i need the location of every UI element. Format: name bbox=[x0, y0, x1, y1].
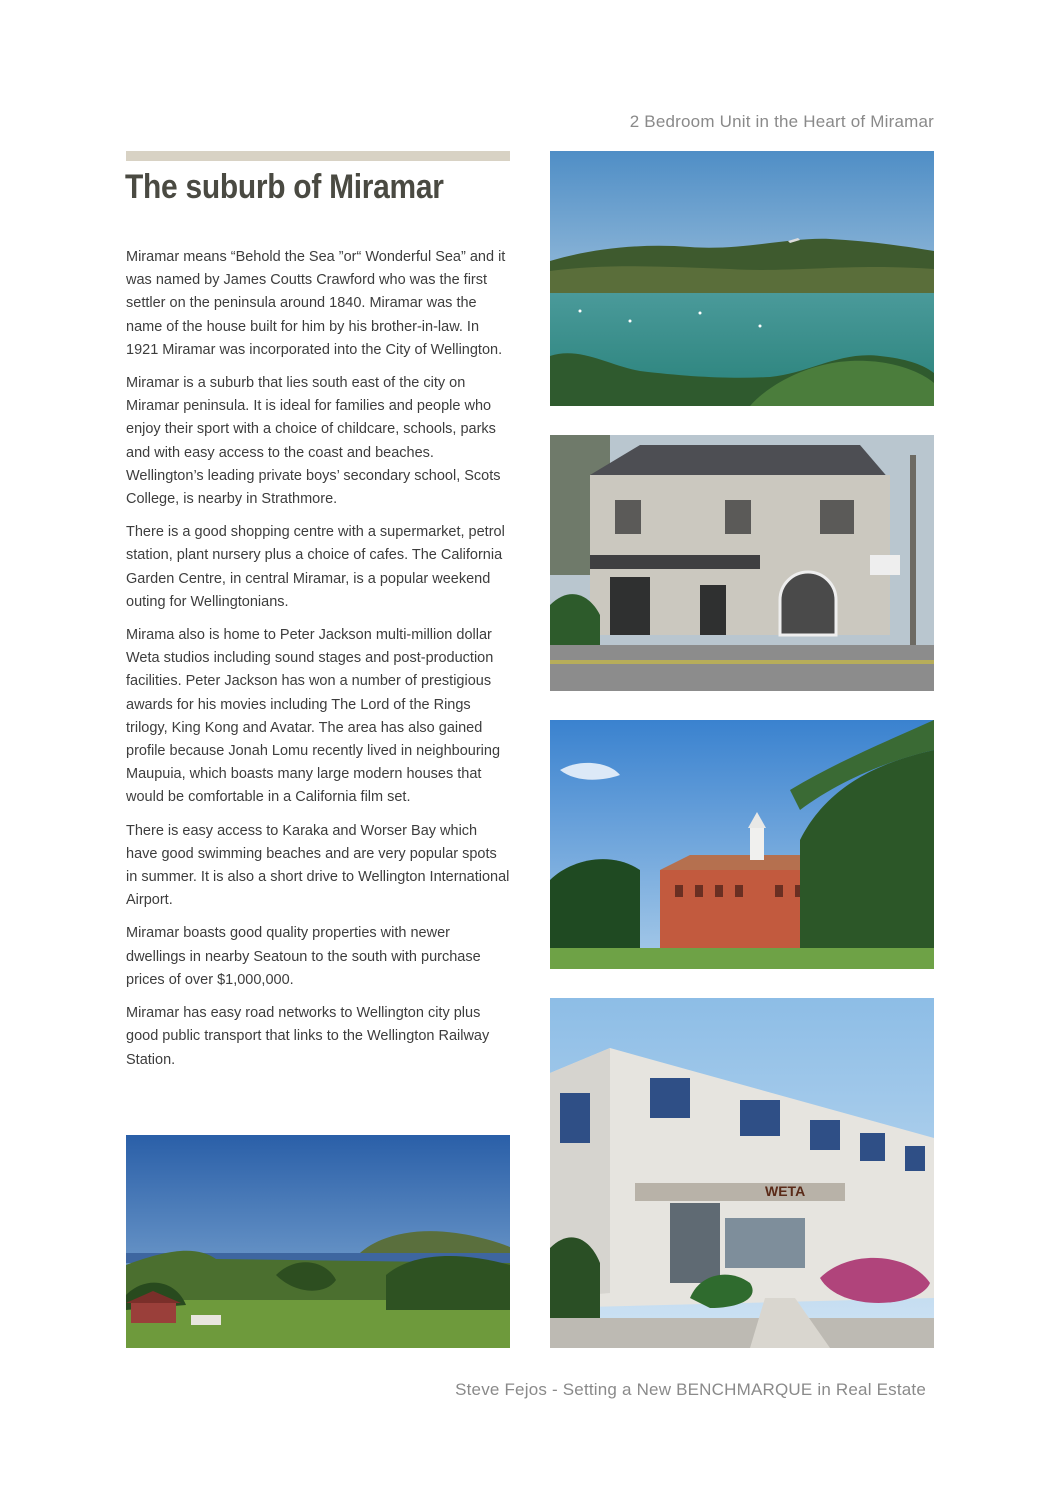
photo-harbour bbox=[550, 151, 934, 406]
paragraph: There is easy access to Karaka and Worser Bay which have good swimming beaches and are very popular spots in summer. It is also a short drive to Wellington International Airport. bbox=[126, 822, 510, 909]
footer-tagline: Steve Fejos - Setting a New BENCHMARQUE in Real Estate bbox=[455, 1380, 926, 1399]
paragraph: Miramar means “Behold the Sea ”or“ Wonderful Sea” and it was named by James Coutts Crawford who was the first settler on the peninsula around 1840. Miramar was the name of the house built for him by his brother-in-law. In 1921 Miramar was incorporated into the City of Wellington. bbox=[126, 249, 506, 358]
paragraph: Miramar boasts good quality properties with newer dwellings in nearby Seatoun to the south with purchase prices of over $1,000,000. bbox=[126, 925, 481, 988]
weta-sign-text: WETA bbox=[765, 1183, 806, 1199]
photo-weta-studio bbox=[550, 998, 934, 1348]
page-title: The suburb of Miramar bbox=[125, 168, 444, 206]
title-rule bbox=[126, 151, 510, 161]
paragraph: There is a good shopping centre with a supermarket, petrol station, plant nursery plus a choice of cafes. The California Garden Centre, in central Miramar, is a popular weekend outing for Wellingtonians. bbox=[126, 524, 505, 610]
paragraph: Miramar is a suburb that lies south east of the city on Miramar peninsula. It is ideal for families and people who enjoy their sport with a choice of childcare, schools, parks and with easy access to the coast and beaches. Wellington’s leading private boys’ secondary school, Scots College, is nearby in Strathmore. bbox=[126, 375, 501, 508]
header-title: 2 Bedroom Unit in the Heart of Miramar bbox=[629, 112, 934, 131]
paragraph: Miramar has easy road networks to Wellington city plus good public transport that links to the Wellington Railway Station. bbox=[126, 1005, 490, 1068]
paragraph: Mirama also is home to Peter Jackson multi-million dollar Weta studios including sound stages and post-production facilities. Peter Jackson has won a number of prestigious awards for his movies including The Lord of the Rings trilogy, King Kong and Avatar. The area has also gained profile because Jonah Lomu recently lived in neighbouring Maupuia, which boasts many large modern houses that would be comfortable in a California film set. bbox=[126, 627, 501, 806]
photo-college bbox=[550, 720, 934, 969]
photo-cafe-building bbox=[550, 435, 934, 691]
article-body bbox=[126, 246, 512, 1082]
photo-panorama bbox=[126, 1135, 510, 1348]
